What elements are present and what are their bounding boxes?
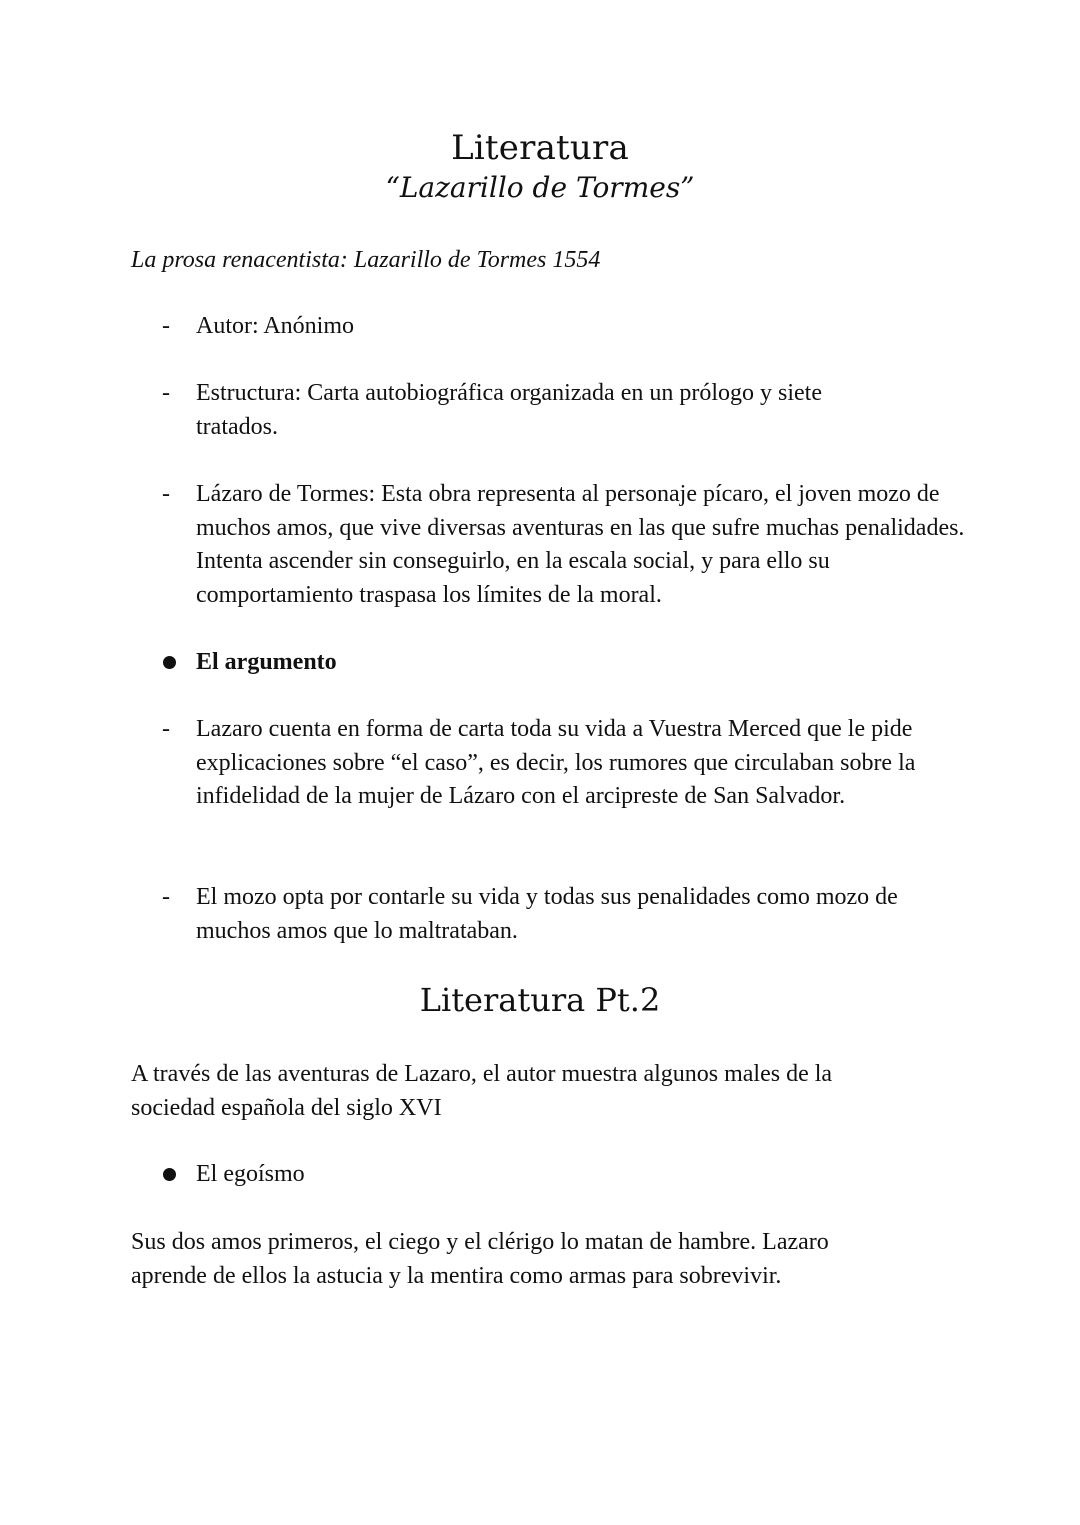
list-item-estructura: Estructura: Carta autobiográfica organizada en un prólogo y siete tratados. bbox=[196, 380, 822, 440]
page-title: Literatura bbox=[451, 128, 629, 168]
section-heading-argumento: El argumento bbox=[196, 649, 337, 675]
list-item-carta: Lazaro cuenta en forma de carta toda su vida a Vuestra Merced que le pide explicaciones sobre “el caso”, es decir, los rumores que circulaban sobre la infidelidad de la mujer de Lázaro con el arcipreste de San Salvador. bbox=[196, 716, 916, 809]
list-marker: - bbox=[162, 313, 170, 339]
bullet-icon bbox=[163, 656, 176, 669]
part2-intro: A través de las aventuras de Lazaro, el autor muestra algunos males de la sociedad española del siglo XVI bbox=[131, 1061, 833, 1121]
list-item-mozo: El mozo opta por contarle su vida y todas sus penalidades como mozo de muchos amos que lo maltrataban. bbox=[196, 884, 898, 944]
page-subtitle: “Lazarillo de Tormes” bbox=[385, 171, 695, 204]
list-marker: - bbox=[162, 884, 170, 910]
section-title-part2: Literatura Pt.2 bbox=[419, 981, 661, 1019]
list-item-lazaro: Lázaro de Tormes: Esta obra representa al personaje pícaro, el joven mozo de muchos amos, que vive diversas aventuras en las que sufre muchas penalidades. Intenta ascender sin conseguirlo, en la escala social, y para ello su comportamiento traspasa los límites de la moral. bbox=[196, 481, 965, 608]
list-item-autor: Autor: Anónimo bbox=[196, 313, 355, 339]
bullet-item-egoismo: El egoísmo bbox=[196, 1161, 305, 1187]
part2-closing: Sus dos amos primeros, el ciego y el clérigo lo matan de hambre. Lazaro aprende de ellos la astucia y la mentira como armas para sobrevivir. bbox=[131, 1229, 829, 1289]
list-marker: - bbox=[162, 716, 170, 742]
bullet-icon bbox=[163, 1168, 176, 1181]
list-marker: - bbox=[162, 481, 170, 507]
intro-line: La prosa renacentista: Lazarillo de Tormes 1554 bbox=[131, 247, 601, 273]
list-marker: - bbox=[162, 380, 170, 406]
